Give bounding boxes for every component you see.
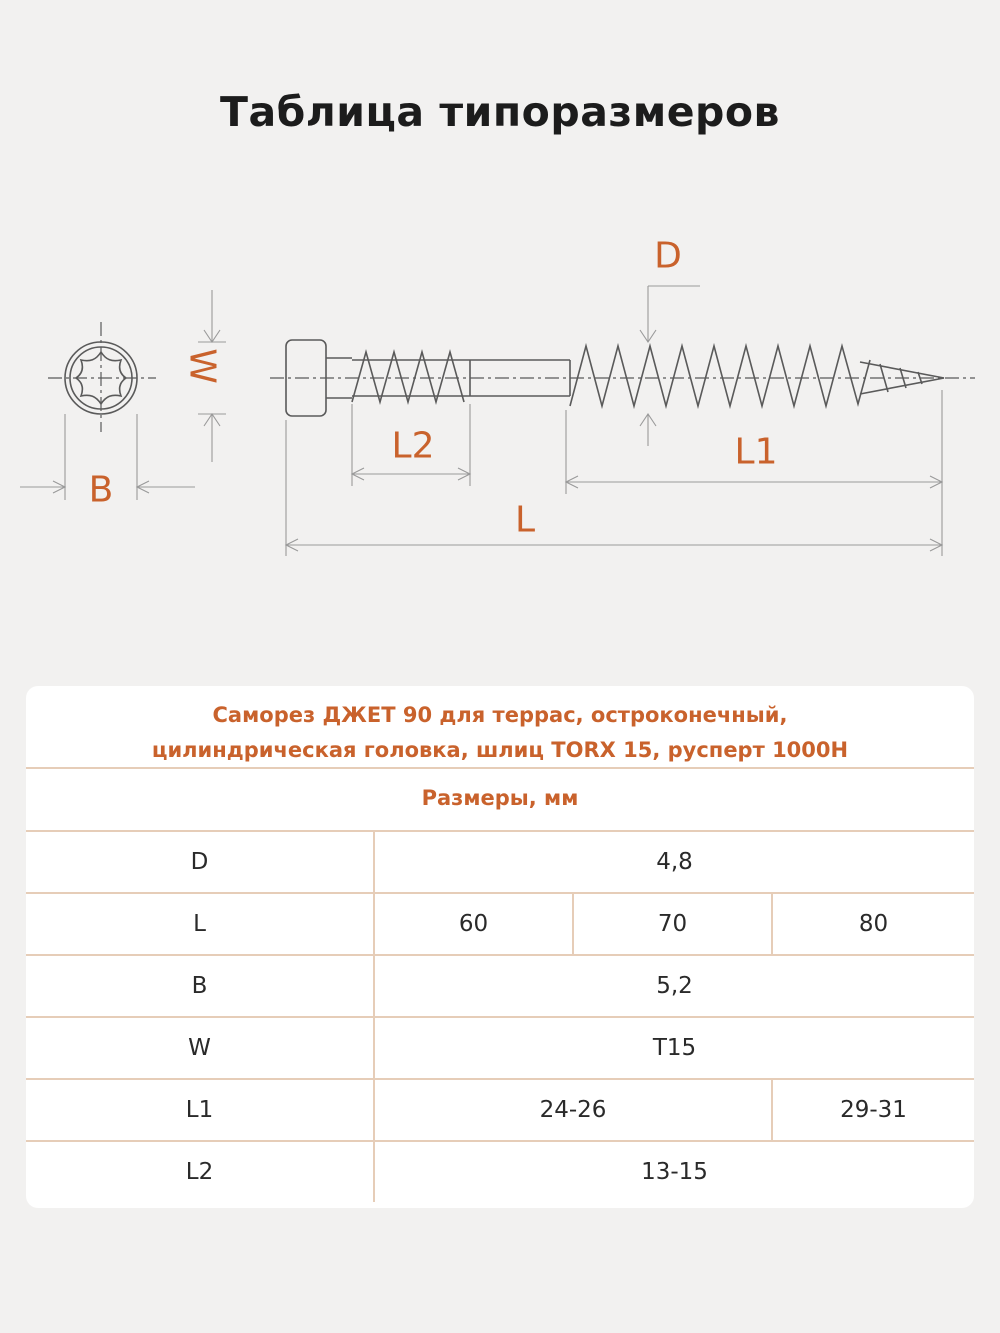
cell-w-value: T15 <box>652 1035 697 1061</box>
divider <box>26 767 974 769</box>
label-l2: L2 <box>391 425 435 467</box>
cell-l1-value-1: 24-26 <box>539 1097 607 1123</box>
screw-head-end-view <box>48 322 156 432</box>
label-w: W <box>181 348 223 384</box>
l2-dimension <box>352 404 470 486</box>
size-table-card <box>26 686 974 1208</box>
label-d: D <box>654 235 682 277</box>
row-label-l: L <box>193 911 206 937</box>
cell-d-value: 4,8 <box>656 849 693 875</box>
row-label-b: B <box>191 973 208 999</box>
label-b: B <box>88 469 114 511</box>
row-label-w: W <box>188 1035 211 1061</box>
w-dimension <box>182 290 227 462</box>
l1-dimension <box>566 390 942 556</box>
cell-l-value-1: 60 <box>458 911 489 937</box>
row-label-l2: L2 <box>185 1159 214 1185</box>
row-label-d: D <box>190 849 209 875</box>
b-dimension <box>20 414 195 511</box>
d-dimension <box>640 236 700 447</box>
table-title <box>26 698 974 768</box>
cell-l2-value: 13-15 <box>641 1159 708 1185</box>
l-dimension <box>286 420 942 556</box>
screw-dimension-drawing <box>0 220 1000 580</box>
cell-l1-value-2: 29-31 <box>840 1097 907 1123</box>
screw-side-view <box>270 340 975 416</box>
row-label-l1: L1 <box>185 1097 214 1123</box>
table-title-line-1: Саморез ДЖЕТ 90 для террас, остроконечный, <box>212 703 788 727</box>
table-title-line-2: цилиндрическая головка, шлиц TORX 15, русперт 1000Н <box>151 738 849 762</box>
page-title: Таблица типоразмеров <box>220 88 780 136</box>
table-subtitle: Размеры, мм <box>421 786 579 810</box>
label-l1: L1 <box>734 431 778 473</box>
cell-b-value: 5,2 <box>656 973 693 999</box>
label-l: L <box>514 499 536 541</box>
cell-l-value-2: 70 <box>657 911 688 937</box>
cell-l-value-3: 80 <box>858 911 889 937</box>
